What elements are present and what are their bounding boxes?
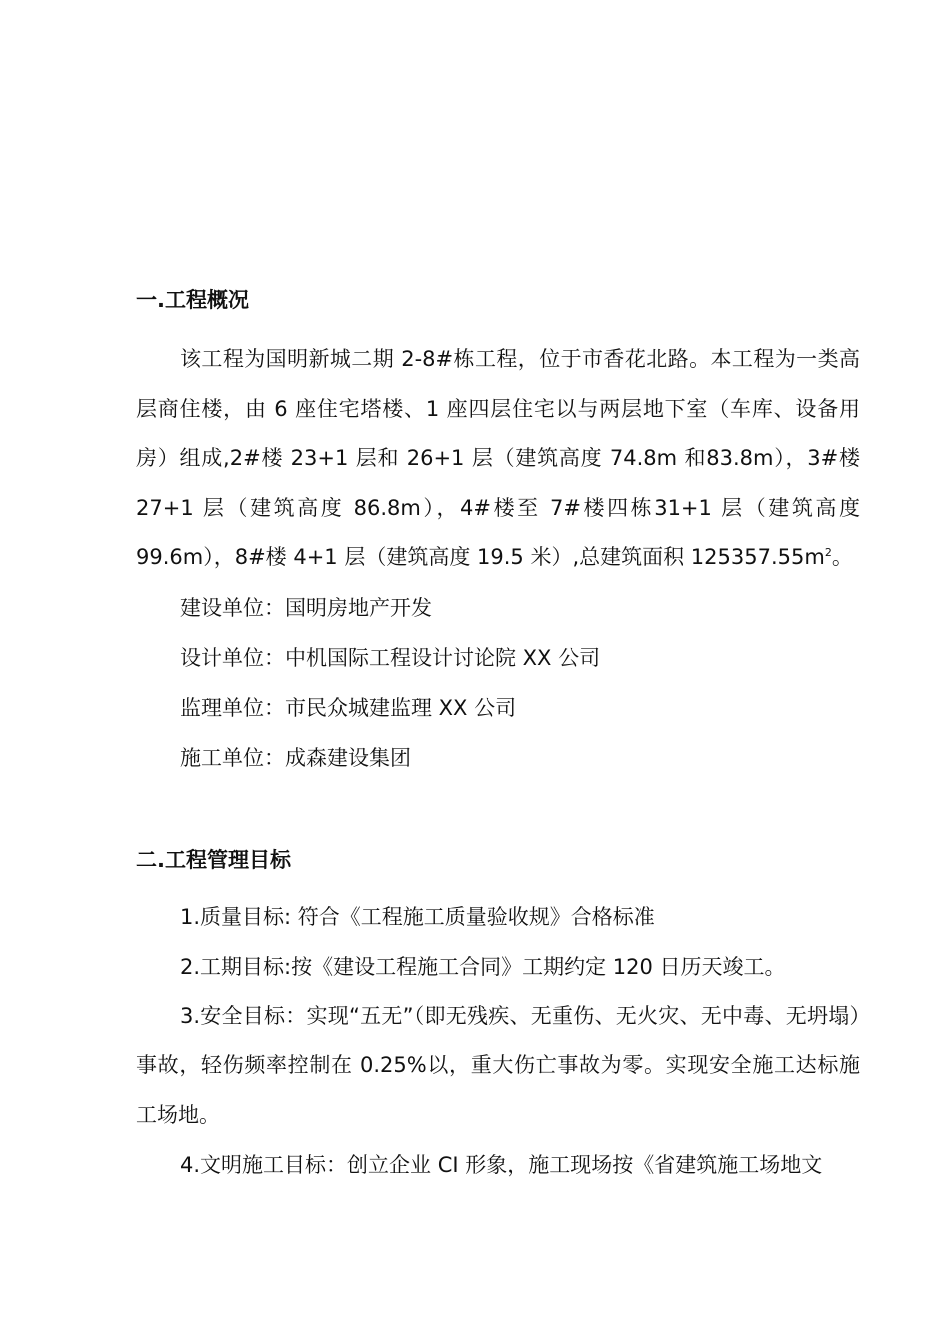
unit-design: 设计单位：中机国际工程设计讨论院 XX 公司: [180, 645, 601, 670]
section-heading-goals: 二.工程管理目标: [136, 847, 291, 872]
goal-quality: 1.质量目标: 符合《工程施工质量验收规》合格标准: [180, 904, 655, 929]
goal-safety: 3.安全目标：实现“五无”（即无残疾、无重伤、无火灾、无中毒、无坍塌）事故，轻伤频率控制在 0.25%以，重大伤亡事故为零。实现安全施工达标施工场地。: [136, 1003, 860, 1127]
goal-schedule: 2.工期目标:按《建设工程施工合同》工期约定 120 日历天竣工。: [180, 954, 786, 979]
section-heading-overview: 一.工程概况: [136, 288, 249, 312]
goal-list: [136, 892, 860, 1191]
superscript-2: 2: [824, 546, 832, 559]
overview-paragraph: [136, 335, 860, 583]
document-body: [136, 282, 860, 1190]
overview-text: 该工程为国明新城二期 2-8#栋工程，位于市香花北路。本工程为一类高层商住楼，由 6 座住宅塔楼、1 座四层住宅以与两层地下室（车库、设备用房）组成,2#楼 23+1 层和 26+1 层（建筑高度 74.8m 和83.8m），3#楼 27+1 层（建筑高度 86.8m），4#楼至 7#楼四栋31+1 层（建筑高度 99.6m），8#楼 4+1 层（建筑高度 19.5 米）,总建筑面积 125357.55m: [136, 347, 860, 569]
unit-list: [136, 583, 860, 783]
unit-contractor: 施工单位：成森建设集团: [180, 745, 411, 770]
unit-construction-owner: 建设单位：国明房地产开发: [180, 595, 432, 620]
unit-supervision: 监理单位：市民众城建监理 XX 公司: [180, 695, 517, 720]
overview-end: 。: [831, 545, 853, 569]
goal-civilized-construction: 4.文明施工目标：创立企业 CI 形象，施工现场按《省建筑施工场地文: [180, 1153, 823, 1177]
